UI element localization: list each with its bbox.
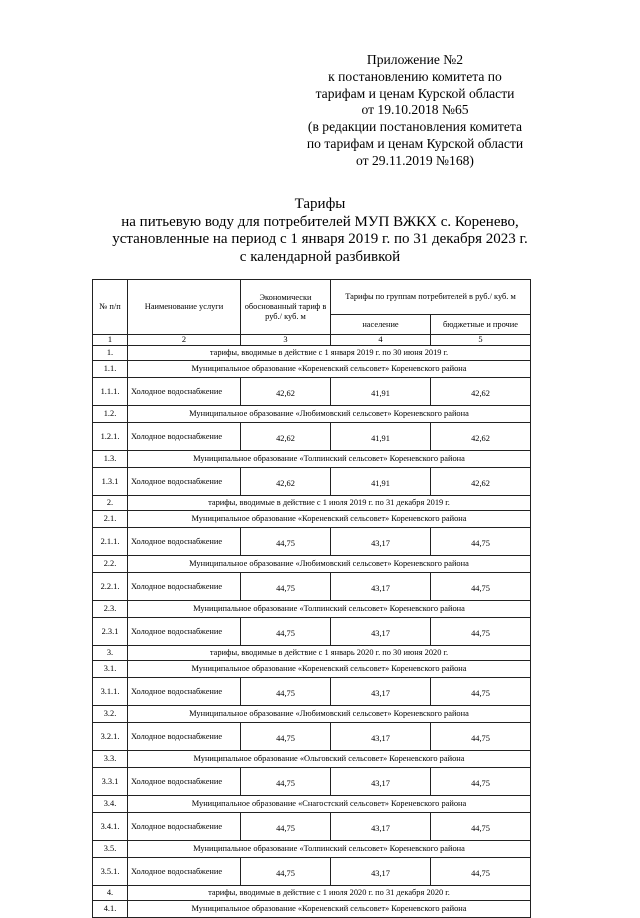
population-tariff: 43,17 (331, 813, 431, 841)
municipality-text: Муниципальное образование «Кореневский сельсовет» Кореневского района (128, 901, 531, 918)
header-service: Наименование услуги (128, 280, 241, 335)
municipality-row (93, 511, 531, 528)
service-name: Холодное водоснабжение (128, 378, 241, 406)
municipality-text: Муниципальное образование «Любимовский сельсовет» Кореневского района (128, 706, 531, 723)
period-row (93, 886, 531, 901)
municipality-row (93, 901, 531, 918)
appendix-line: от 29.11.2019 №168) (356, 152, 474, 168)
econ-tariff: 42,62 (241, 468, 331, 496)
title-line: на питьевую воду для потребителей МУП ВЖКХ с. Коренево, (121, 213, 519, 230)
tariff-row (93, 573, 531, 601)
service-name: Холодное водоснабжение (128, 678, 241, 706)
population-tariff: 43,17 (331, 723, 431, 751)
population-tariff: 43,17 (331, 678, 431, 706)
appendix-line: по тарифам и ценам Курской области (306, 135, 524, 151)
row-number: 3.4.1. (93, 813, 128, 841)
row-number: 1.1. (93, 361, 128, 378)
municipality-text: Муниципальное образование «Кореневский сельсовет» Кореневского района (128, 661, 531, 678)
econ-tariff: 42,62 (241, 378, 331, 406)
col-number: 1 (93, 335, 128, 346)
header-population: население (331, 315, 431, 335)
row-number: 1.3.1 (93, 468, 128, 496)
population-tariff: 43,17 (331, 858, 431, 886)
budget-tariff: 42,62 (431, 378, 531, 406)
budget-tariff: 44,75 (431, 528, 531, 556)
row-number: 3.3. (93, 751, 128, 768)
row-number: 3.2. (93, 706, 128, 723)
tariff-table (92, 279, 531, 918)
tariff-row (93, 678, 531, 706)
tariff-row (93, 858, 531, 886)
municipality-text: Муниципальное образование «Снагостский сельсовет» Кореневского района (128, 796, 531, 813)
tariff-row (93, 423, 531, 451)
row-number: 1. (93, 346, 128, 361)
col-number: 3 (241, 335, 331, 346)
population-tariff: 43,17 (331, 768, 431, 796)
municipality-row (93, 361, 531, 378)
budget-tariff: 42,62 (431, 468, 531, 496)
econ-tariff: 44,75 (241, 528, 331, 556)
row-number: 4. (93, 886, 128, 901)
municipality-text: Муниципальное образование «Ольговский сельсовет» Кореневского района (128, 751, 531, 768)
row-number: 1.3. (93, 451, 128, 468)
header-groups: Тарифы по группам потребителей в руб./ куб. м (331, 280, 531, 315)
row-number: 3. (93, 646, 128, 661)
service-name: Холодное водоснабжение (128, 858, 241, 886)
municipality-text: Муниципальное образование «Любимовский сельсовет» Кореневского района (128, 406, 531, 423)
title-line: Тарифы (294, 196, 346, 212)
municipality-row (93, 706, 531, 723)
service-name: Холодное водоснабжение (128, 468, 241, 496)
col-number: 5 (431, 335, 531, 346)
col-number: 2 (128, 335, 241, 346)
municipality-text: Муниципальное образование «Кореневский сельсовет» Кореневского района (128, 361, 531, 378)
municipality-text: Муниципальное образование «Толпинский сельсовет» Кореневского района (128, 451, 531, 468)
service-name: Холодное водоснабжение (128, 528, 241, 556)
row-number: 2.1.1. (93, 528, 128, 556)
row-number: 2. (93, 496, 128, 511)
row-number: 3.2.1. (93, 723, 128, 751)
tariff-row (93, 768, 531, 796)
appendix-line: Приложение №2 (366, 52, 464, 67)
col-number: 4 (331, 335, 431, 346)
tariff-row (93, 468, 531, 496)
population-tariff: 43,17 (331, 618, 431, 646)
appendix-block (300, 52, 530, 170)
econ-tariff: 44,75 (241, 858, 331, 886)
service-name: Холодное водоснабжение (128, 573, 241, 601)
period-row (93, 496, 531, 511)
econ-tariff: 44,75 (241, 723, 331, 751)
service-name: Холодное водоснабжение (128, 723, 241, 751)
row-number: 2.1. (93, 511, 128, 528)
row-number: 3.3.1 (93, 768, 128, 796)
row-number: 2.3. (93, 601, 128, 618)
service-name: Холодное водоснабжение (128, 768, 241, 796)
budget-tariff: 44,75 (431, 813, 531, 841)
period-text: тарифы, вводимые в действие с 1 января 2019 г. по 30 июня 2019 г. (128, 346, 531, 361)
population-tariff: 41,91 (331, 423, 431, 451)
municipality-row (93, 796, 531, 813)
service-name: Холодное водоснабжение (128, 813, 241, 841)
row-number: 2.3.1 (93, 618, 128, 646)
period-row (93, 346, 531, 361)
budget-tariff: 44,75 (431, 618, 531, 646)
row-number: 3.1. (93, 661, 128, 678)
municipality-row (93, 556, 531, 573)
appendix-line: тарифам и ценам Курской области (315, 85, 515, 101)
appendix-line: к постановлению комитета по (328, 68, 502, 84)
document-title (80, 196, 560, 266)
row-number: 3.1.1. (93, 678, 128, 706)
municipality-row (93, 661, 531, 678)
tariff-row (93, 723, 531, 751)
econ-tariff: 42,62 (241, 423, 331, 451)
econ-tariff: 44,75 (241, 618, 331, 646)
tariff-row (93, 378, 531, 406)
row-number: 2.2. (93, 556, 128, 573)
municipality-row (93, 601, 531, 618)
title-line: с календарной разбивкой (239, 248, 401, 265)
row-number: 1.1.1. (93, 378, 128, 406)
tariff-row (93, 528, 531, 556)
title-line: установленные на период с 1 января 2019 г. по 31 декабря 2023 г. (112, 231, 528, 247)
population-tariff: 41,91 (331, 378, 431, 406)
municipality-text: Муниципальное образование «Толпинский сельсовет» Кореневского района (128, 601, 531, 618)
budget-tariff: 44,75 (431, 723, 531, 751)
period-text: тарифы, вводимые в действие с 1 июля 2020 г. по 31 декабря 2020 г. (128, 886, 531, 901)
budget-tariff: 44,75 (431, 768, 531, 796)
municipality-text: Муниципальное образование «Кореневский сельсовет» Кореневского района (128, 511, 531, 528)
header-num: № п/п (93, 280, 128, 335)
tariff-row (93, 813, 531, 841)
budget-tariff: 42,62 (431, 423, 531, 451)
population-tariff: 43,17 (331, 573, 431, 601)
header-budget: бюджетные и прочие (431, 315, 531, 335)
row-number: 3.4. (93, 796, 128, 813)
period-text: тарифы, вводимые в действие с 1 январь 2020 г. по 30 июня 2020 г. (128, 646, 531, 661)
municipality-row (93, 451, 531, 468)
row-number: 3.5. (93, 841, 128, 858)
row-number: 1.2. (93, 406, 128, 423)
budget-tariff: 44,75 (431, 678, 531, 706)
population-tariff: 43,17 (331, 528, 431, 556)
econ-tariff: 44,75 (241, 573, 331, 601)
tariff-row (93, 618, 531, 646)
service-name: Холодное водоснабжение (128, 618, 241, 646)
municipality-row (93, 406, 531, 423)
econ-tariff: 44,75 (241, 678, 331, 706)
econ-tariff: 44,75 (241, 768, 331, 796)
appendix-line: от 19.10.2018 №65 (361, 102, 469, 118)
table-body (93, 346, 531, 918)
appendix-line: (в редакции постановления комитета (307, 119, 523, 135)
row-number: 2.2.1. (93, 573, 128, 601)
municipality-row (93, 751, 531, 768)
service-name: Холодное водоснабжение (128, 423, 241, 451)
municipality-text: Муниципальное образование «Любимовский сельсовет» Кореневского района (128, 556, 531, 573)
econ-tariff: 44,75 (241, 813, 331, 841)
municipality-text: Муниципальное образование «Толпинский сельсовет» Кореневского района (128, 841, 531, 858)
period-row (93, 646, 531, 661)
row-number: 4.1. (93, 901, 128, 918)
population-tariff: 41,91 (331, 468, 431, 496)
budget-tariff: 44,75 (431, 573, 531, 601)
row-number: 1.2.1. (93, 423, 128, 451)
budget-tariff: 44,75 (431, 858, 531, 886)
municipality-row (93, 841, 531, 858)
period-text: тарифы, вводимые в действие с 1 июля 2019 г. по 31 декабря 2019 г. (128, 496, 531, 511)
row-number: 3.5.1. (93, 858, 128, 886)
header-econ: Экономически обоснованный тариф в руб./ куб. м (241, 280, 331, 335)
